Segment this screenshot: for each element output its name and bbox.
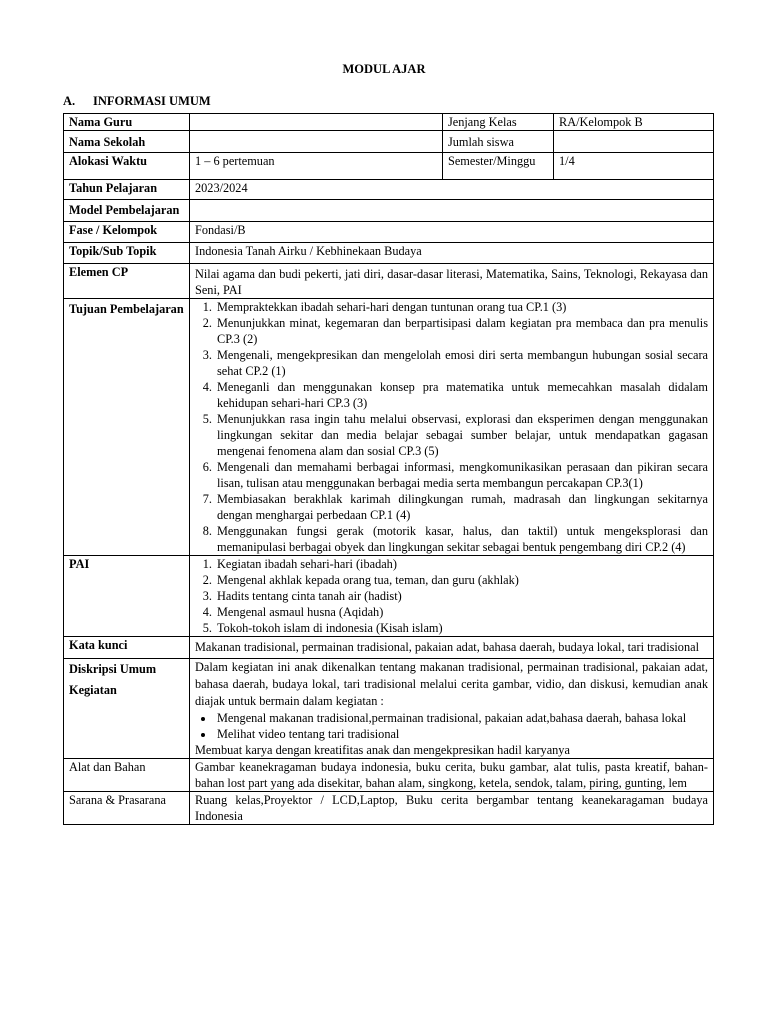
pai-item: 5. Tokoh-tokoh islam di indonesia (Kisah islam)	[215, 620, 708, 636]
section-heading	[63, 93, 211, 109]
row-alokasi-waktu	[64, 153, 714, 180]
row-nama-guru	[64, 114, 714, 131]
tujuan-item: 4. Meneganli dan menggunakan konsep pra matematika untuk memecahkan masalah didalam kehidupan sehari-hari CP.3 (3)	[215, 379, 708, 411]
row-diskripsi	[64, 659, 714, 759]
pai-item: 3. Hadits tentang cinta tanah air (hadist)	[215, 588, 708, 604]
pai-item: 1. Kegiatan ibadah sehari-hari (ibadah)	[215, 556, 708, 572]
label-tujuan: Tujuan Pembelajaran	[64, 299, 190, 556]
row-tahun-pelajaran	[64, 180, 714, 200]
diskripsi-intro: Dalam kegiatan ini anak dikenalkan tentang makanan tradisional, permainan tradisional, pakaian adat, bahasa daerah, budaya lokal, tari tradisional melalui cerita gambar, vidio, dan diskusi, kemudian anak diajak untuk bermain dalam kegiatan :	[195, 660, 708, 708]
document-title: MODUL AJAR	[342, 62, 426, 76]
label-alokasi-waktu: Alokasi Waktu	[64, 153, 190, 180]
value-model-pembelajaran	[190, 200, 714, 222]
section-letter: A.	[63, 94, 76, 108]
section-label: INFORMASI UMUM	[93, 94, 211, 108]
diskripsi-outro: Membuat karya dengan kreatifitas anak dan mengekpresikan hadil karyanya	[195, 743, 570, 757]
label-kata-kunci: Kata kunci	[64, 637, 190, 659]
value-nama-guru	[190, 114, 443, 131]
pai-item: 2. Mengenal akhlak kepada orang tua, teman, dan guru (akhlak)	[215, 572, 708, 588]
tujuan-item: 8. Menggunakan fungsi gerak (motorik kasar, halus, dan taktil) untuk mengeksplorasi dan memanipulasi berbagai obyek dan lingkungan sekitar sebagai bentuk pengembang diri CP.2 (4)	[215, 523, 708, 555]
label-jumlah-siswa: Jumlah siswa	[443, 131, 554, 153]
value-semester: 1/4	[554, 153, 714, 180]
row-kata-kunci	[64, 637, 714, 659]
value-elemen-cp: Nilai agama dan budi pekerti, jati diri, dasar-dasar literasi, Matematika, Sains, Teknologi, Rekayasa dan Seni, PAI	[190, 264, 714, 299]
tujuan-item: 7. Membiasakan berakhlak karimah dilingkungan rumah, madrasah dan lingkungan sekitarnya dengan menghargai perbedaan CP.1 (4)	[215, 491, 708, 523]
label-nama-guru: Nama Guru	[64, 114, 190, 131]
label-semester: Semester/Minggu	[443, 153, 554, 180]
row-tujuan	[64, 299, 714, 556]
diskripsi-bullets	[195, 710, 708, 742]
label-alat-bahan: Alat dan Bahan	[64, 759, 190, 792]
diskripsi-bullet: • Melihat video tentang tari tradisional	[215, 726, 708, 742]
value-diskripsi	[190, 659, 714, 759]
value-jumlah-siswa	[554, 131, 714, 153]
value-topik: Indonesia Tanah Airku / Kebhinekaan Budaya	[190, 243, 714, 264]
info-table	[63, 113, 714, 825]
tujuan-item: 5. Menunjukkan rasa ingin tahu melalui observasi, explorasi dan eksperimen dengan menggunakan lingkungan sekitar dan media belajar sebagai sumber belajar, untuk mendapatkan gagasan mengenai fenomena alam dan sosial CP.3 (5)	[215, 411, 708, 459]
pai-list	[195, 556, 708, 636]
row-model-pembelajaran	[64, 200, 714, 222]
row-sarana	[64, 792, 714, 825]
label-topik: Topik/Sub Topik	[64, 243, 190, 264]
label-diskripsi: Diskripsi Umum Kegiatan	[64, 659, 190, 759]
row-nama-sekolah	[64, 131, 714, 153]
value-tujuan	[190, 299, 714, 556]
value-alat-bahan: Gambar keanekragaman budaya indonesia, buku cerita, buku gambar, alat tulis, pasta kreatif, bahan-bahan lost part yang ada disekitar, bahan alam, singkong, ketela, sendok, talam, piring, gunting, lem	[190, 759, 714, 792]
label-nama-sekolah: Nama Sekolah	[64, 131, 190, 153]
value-fase: Fondasi/B	[190, 222, 714, 243]
value-alokasi-waktu: 1 – 6 pertemuan	[190, 153, 443, 180]
row-topik	[64, 243, 714, 264]
row-alat-bahan	[64, 759, 714, 792]
value-kata-kunci: Makanan tradisional, permainan tradisional, pakaian adat, bahasa daerah, budaya lokal, tari tradisional	[190, 637, 714, 659]
tujuan-item: 1. Mempraktekkan ibadah sehari-hari dengan tuntunan orang tua CP.1 (3)	[215, 299, 708, 315]
pai-item: 4. Mengenal asmaul husna (Aqidah)	[215, 604, 708, 620]
value-sarana: Ruang kelas,Proyektor / LCD,Laptop, Buku cerita bergambar tentang keanekaragaman budaya Indonesia	[190, 792, 714, 825]
tujuan-item: 2. Menunjukkan minat, kegemaran dan berpartisipasi dalam kegiatan pra membaca dan pra menulis CP.3 (2)	[215, 315, 708, 347]
label-elemen-cp: Elemen CP	[64, 264, 190, 299]
value-nama-sekolah	[190, 131, 443, 153]
tujuan-list	[195, 299, 708, 555]
row-fase	[64, 222, 714, 243]
tujuan-item: 6. Mengenali dan memahami berbagai informasi, mengkomunikasikan perasaan dan pikiran secara lisan, tulisan atau menggunakan berbagai media serta membangun percakapan CP.3(1)	[215, 459, 708, 491]
diskripsi-bullet: • Mengenal makanan tradisional,permainan tradisional, pakaian adat,bahasa daerah, bahasa lokal	[215, 710, 708, 726]
value-pai	[190, 556, 714, 637]
row-pai	[64, 556, 714, 637]
label-jenjang-kelas: Jenjang Kelas	[443, 114, 554, 131]
label-model-pembelajaran: Model Pembelajaran	[64, 200, 190, 222]
label-pai: PAI	[64, 556, 190, 637]
label-sarana: Sarana & Prasarana	[64, 792, 190, 825]
row-elemen-cp	[64, 264, 714, 299]
label-tahun-pelajaran: Tahun Pelajaran	[64, 180, 190, 200]
value-jenjang-kelas: RA/Kelompok B	[554, 114, 714, 131]
value-tahun-pelajaran: 2023/2024	[190, 180, 714, 200]
label-fase: Fase / Kelompok	[64, 222, 190, 243]
tujuan-item: 3. Mengenali, mengekpresikan dan mengelolah emosi diri serta membangun hubungan sosial secara sehat CP.2 (1)	[215, 347, 708, 379]
